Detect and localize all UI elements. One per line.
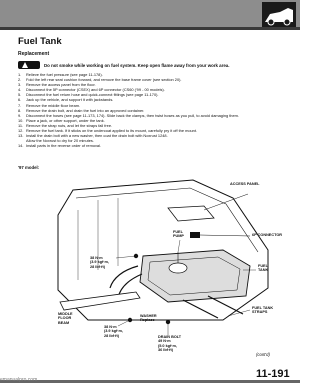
fuel-tank-diagram [18, 170, 298, 353]
list-item: 10. Place a jack, or other support, under the tank. [18, 117, 105, 123]
list-item: 1. Relieve the fuel pressure (see page 11-178). [18, 72, 103, 77]
list-item: 6. Jack up the vehicle, and support it with jackstands. [18, 97, 114, 103]
warning-text: Do not smoke while working on fuel system. Keep open flame away from your work area. [44, 62, 230, 68]
warning-triangle-icon [18, 61, 40, 69]
steps-list [18, 72, 290, 148]
list-item: 9. Disconnect the hoses (see page 11-173, 174). Slide back the clamps, then twist hoses as you pull, to avoid damaging them. [18, 112, 239, 118]
list-item: 3. Remove the access panel from the floor. [18, 82, 96, 88]
page-number: 11-191 [256, 368, 290, 380]
bottom-rule [0, 380, 300, 383]
header-bar [0, 0, 300, 30]
label-torque-top: 38 N·m (3.9 kgf·m, 28 lbf·ft) [90, 256, 109, 269]
label-torque-bottom: 38 N·m (3.9 kgf·m, 28 lbf·ft) [104, 325, 123, 338]
watermark: emanualpro.com [0, 377, 38, 383]
list-item: 13. Install the drain bolt with a new washer, then coat the drain bolt with Noxrust 1248. [18, 133, 168, 139]
label-fuel-pump: FUEL PUMP [173, 230, 184, 239]
label-6p-connector: 6P CONNECTOR [252, 233, 283, 237]
list-item: Allow the Noxrust to dry for 20 minutes. [26, 138, 94, 144]
label-access-panel: ACCESS PANEL [230, 182, 260, 186]
car-logo-icon [262, 2, 296, 28]
label-washer: WASHER Replace [140, 314, 157, 323]
list-item: 12. Remove the fuel tank. If it sticks on the undercoat applied to its mount, carefully pry it off the mount. [18, 128, 197, 134]
section-subheading: Replacement [18, 51, 50, 57]
warning-row [18, 60, 288, 70]
list-item: 4. Disconnect the 5P connector (CSEX) and 6P connector (CS60 ('99 - 00 models). [18, 87, 165, 93]
label-fuel-tank: FUEL TANK [258, 264, 269, 273]
list-item: 8. Remove the drain bolt, and drain the fuel into an approved container. [18, 107, 145, 113]
model-label: '97 model: [18, 165, 40, 170]
list-item: 5. Disconnect the fuel return hose and quick-connect fittings (see page 11-170). [18, 92, 159, 98]
list-item: 7. Remove the middle floor beam. [18, 102, 81, 108]
page-title: Fuel Tank [18, 36, 62, 47]
list-item: 2. Fold the left rear seat cushion forward, and remove the base frame cover (see section 20). [18, 77, 182, 83]
label-drain-bolt: DRAIN BOLT 49 N·m (5.0 kgf·m, 36 lbf·ft) [158, 335, 182, 353]
label-fuel-tank-straps: FUEL TANK STRAPS [252, 306, 274, 315]
label-middle-floor-beam: MIDDLE FLOOR BEAM [58, 312, 73, 325]
continued-label: (cont'd) [256, 352, 270, 357]
list-item: 11. Remove the strap nuts, and let the straps fall free. [18, 122, 113, 128]
list-item: 14. Install parts in the reverse order of removal. [18, 143, 102, 149]
